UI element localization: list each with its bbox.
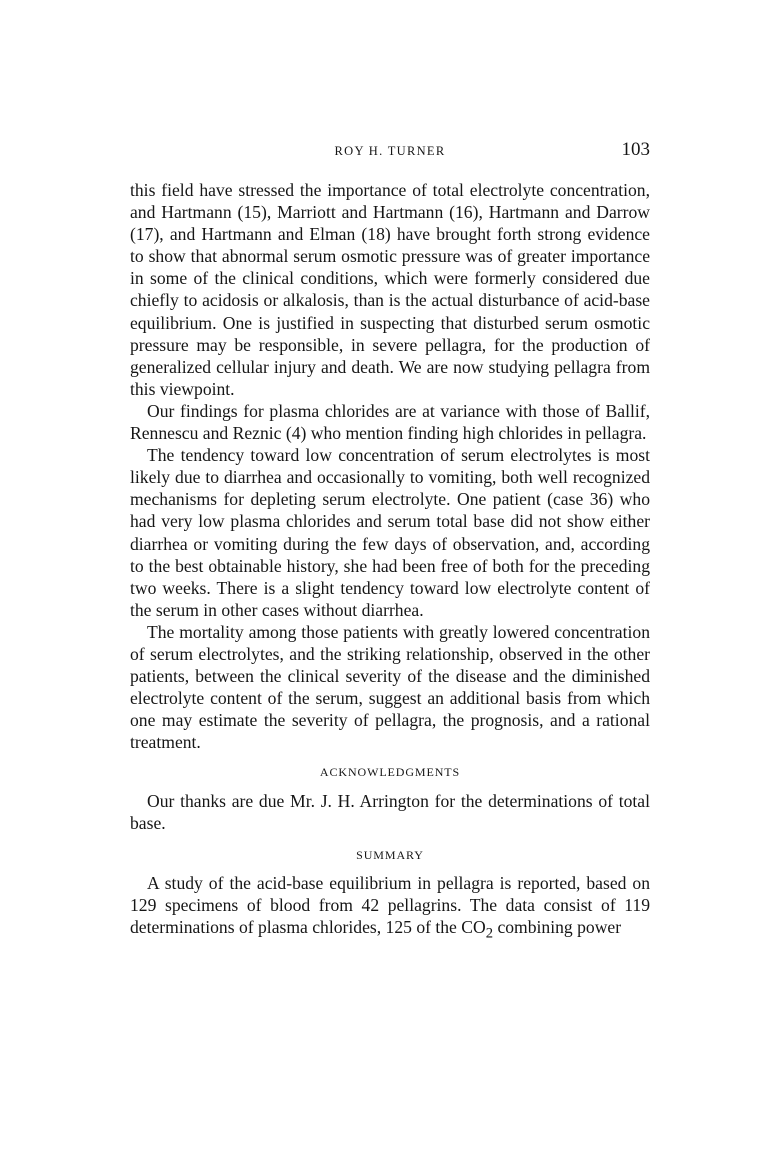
body-paragraph: The tendency toward low concentration of serum electrolytes is most likely due to diarrhea and occasionally to vomiting, both well recognized mechanisms for depleting serum electrolyte. One patient (case 36) who had very low plasma chlorides and serum total base did not show either diarrhea or vomiting during the few days of observation, and, according to the best obtainable history, she had been free of both for the preceding two weeks. There is a slight tendency toward low electrolyte content of the serum in other cases without diarrhea.: [130, 445, 650, 620]
summary-text-continued: combining power: [493, 917, 622, 937]
body-paragraph: The mortality among those patients with greatly lowered concentration of serum electrolytes, and the striking relationship, observed in the other patients, between the clinical severity of the disease and the diminished electrolyte content of the serum, suggest an additional basis from which one may estimate the severity of pellagra, the prognosis, and a rational treatment.: [130, 621, 650, 753]
acknowledgments-heading: ACKNOWLEDGMENTS: [319, 765, 461, 780]
main-text: [130, 179, 650, 945]
summary-text: A study of the acid-base equilibrium in pellagra is reported, based on 129 specimens of blood from 42 pellagrins. The data consist of 119 determinations of plasma chlorides, 125 of the CO: [130, 872, 650, 937]
summary-paragraph: [130, 872, 650, 945]
page-number: 103: [621, 139, 650, 160]
running-title: ROY H. TURNER: [334, 144, 446, 158]
co2-subscript: 2: [485, 925, 494, 942]
summary-heading: SUMMARY: [356, 847, 424, 862]
running-header: [130, 139, 650, 163]
body-paragraph: Our findings for plasma chlorides are at variance with those of Ballif, Rennescu and Reznic (4) who mention finding high chlorides in pellagra.: [130, 400, 650, 444]
body-paragraph: this field have stressed the importance of total electrolyte concentration, and Hartmann (15), Marriott and Hartmann (16), Hartmann and Darrow (17), and Hartmann and Elman (18) have brought forth strong evidence to show that abnormal serum osmotic pressure was of greater importance in some of the clinical conditions, which were formerly considered due chiefly to acidosis or alkalosis, than is the actual disturbance of acid-base equilibrium. One is justified in suspecting that disturbed serum osmotic pressure may be responsible, in severe pellagra, for the production of generalized cellular injury and death. We are now studying pellagra from this viewpoint.: [130, 180, 650, 399]
acknowledgments-paragraph: Our thanks are due Mr. J. H. Arrington for the determinations of total base.: [130, 790, 650, 833]
